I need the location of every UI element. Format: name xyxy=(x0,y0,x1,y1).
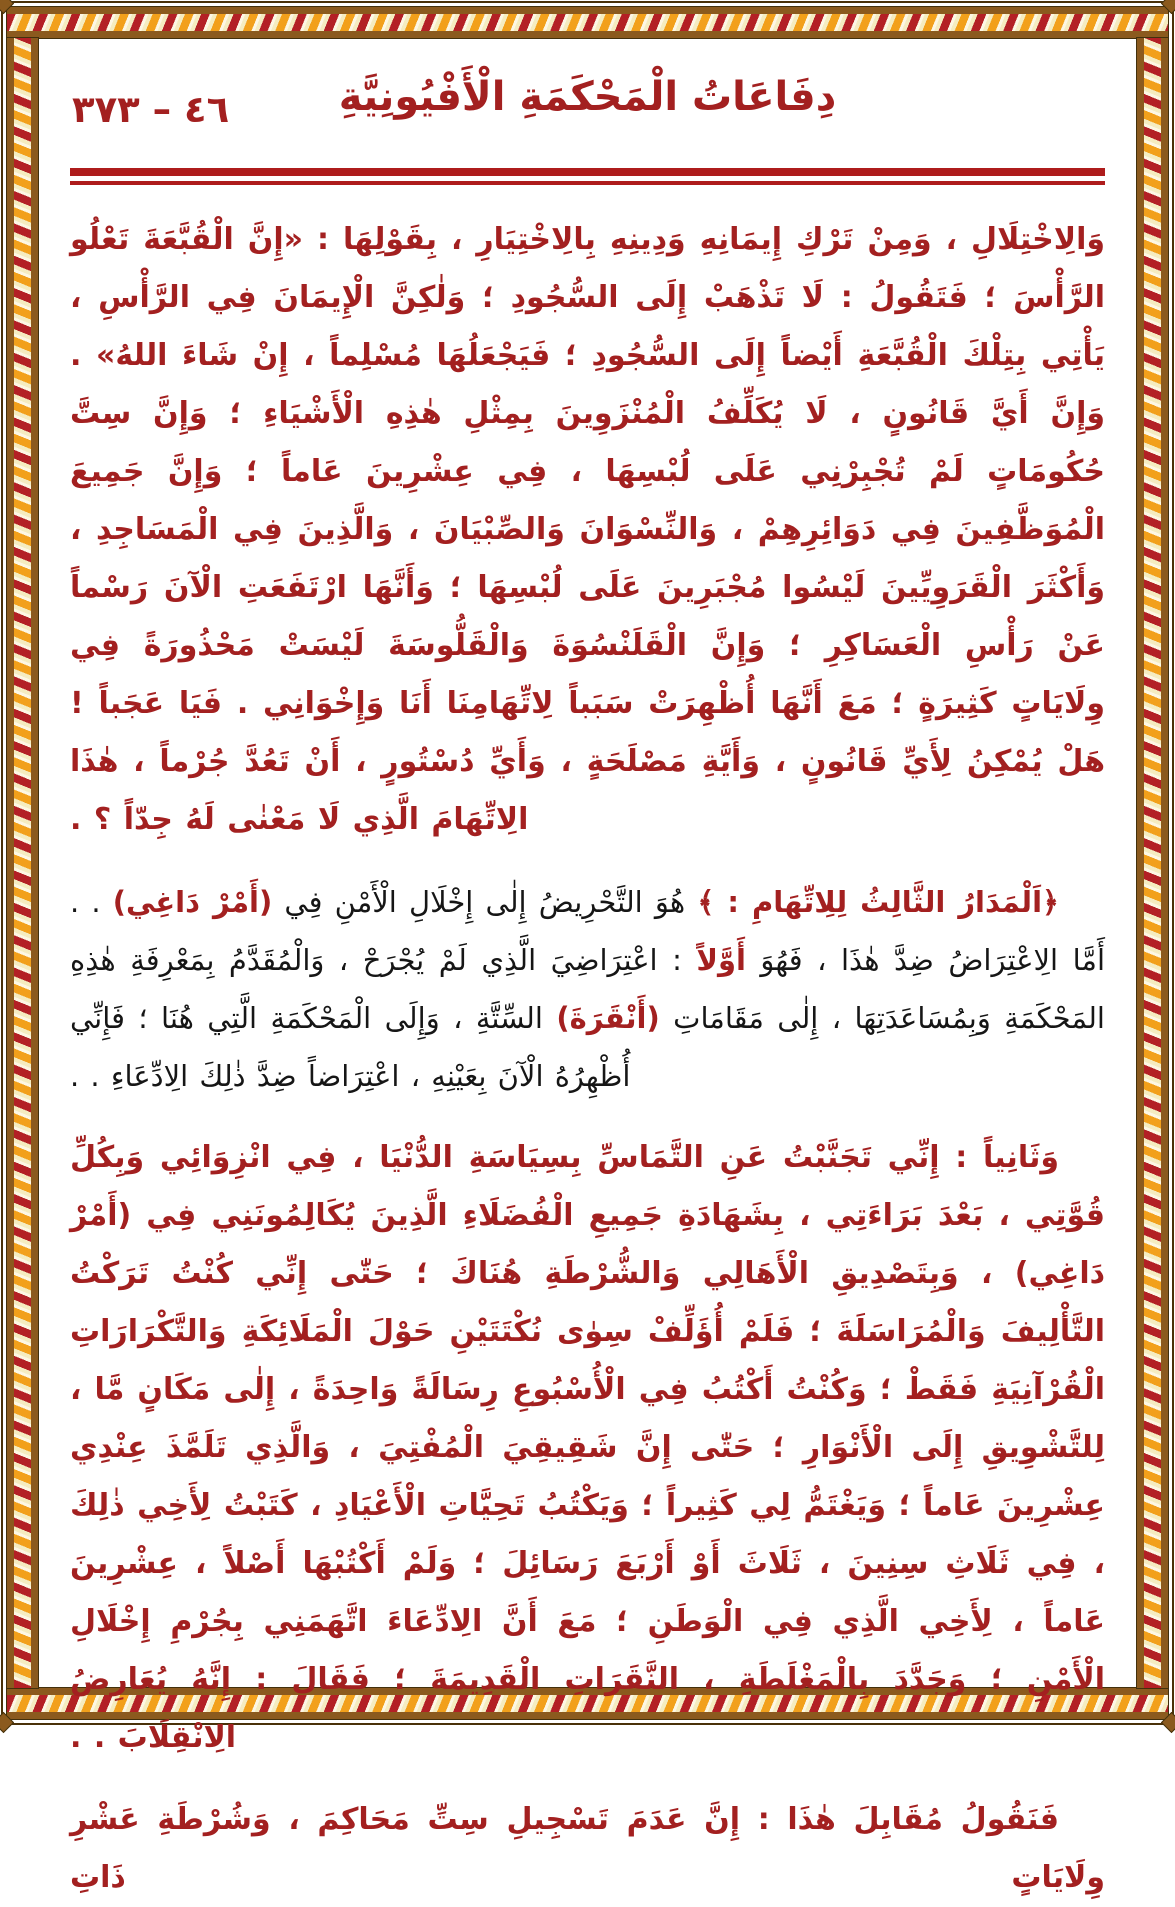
paragraph-secondly: وَثَانِياً : إِنِّي تَجَنَّبْتُ عَنِ التَّمَاسِّ بِسِيَاسَةِ الدُّنْيَا ، فِي انْزِوَائِي وَبِكُلِّ قُوَّتِي ، بَعْدَ بَرَاءَتِي ، بِشَهَادَةِ جَمِيعِ الْفُضَلَاءِ الَّذِينَ يُكَالِمُونَنِي فِي (أَمْرْ دَاغِي) ، وَبِتَصْدِيقِ الْأَهَالِي وَالشُّرْطَةِ هُنَاكَ ؛ حَتّٰى إِنِّي كُنْتُ تَرَكْتُ التَّأْلِيفَ وَالْمُرَاسَلَةَ ؛ فَلَمْ أُؤَلِّفْ سِوٰى نُكْتَتَيْنِ حَوْلَ الْمَلَائِكَةِ وَالتَّكْرَارَاتِ الْقُرْآنِيَةِ فَقَطْ ؛ وَكُنْتُ أَكْتُبُ فِي الْأُسْبُوعِ رِسَالَةً وَاحِدَةً ، إِلٰى مَكَانٍ مَّا ، لِلتَّشْوِيقِ إِلَى الْأَنْوَارِ ؛ حَتّٰى إِنَّ شَقِيقِيَ الْمُفْتِيَ ، وَالَّذِي تَلَمَّذَ عِنْدِي عِشْرِينَ عَاماً ؛ وَيَغْتَمُّ لِي كَثِيراً ؛ وَيَكْتُبُ تَحِيَّاتِ الْأَعْيَادِ ، كَتَبْتُ لِأَخِي ذٰلِكَ ، فِي ثَلَاثِ سِنِينَ ، ثَلَاثَ أَوْ أَرْبَعَ رَسَائِلَ ؛ وَلَمْ أَكْتُبْهَا أَصْلاً ، عِشْرِينَ عَاماً ، لِأَخِي الَّذِي فِي الْوَطَنِ ؛ مَعَ أَنَّ الِادِّعَاءَ اتَّهَمَنِي بِجُرْمِ إِخْلَالِ الْأَمْنِ ؛ وَجَدَّدَ بِالْمَغْلَطَةِ ، النَّقَرَاتِ الْقَدِيمَةَ ؛ فَقَالَ : إِنَّهُ يُعَارِضُ الِانْقِلَابَ . . xyxy=(70,1140,1105,1755)
paragraph-continuation: وَالِاخْتِلَالِ ، وَمِنْ تَرْكِ إِيمَانِهِ وَدِينِهِ بِالِاخْتِيَارِ ، بِقَوْلِهَا : «إِنَّ الْقُبَّعَةَ تَعْلُو الرَّأْسَ ؛ فَتَقُولُ : لَا تَذْهَبْ إِلَى السُّجُودِ ؛ وَلٰكِنَّ الْإِيمَانَ فِي الرَّأْسِ ، يَأْتِي بِتِلْكَ الْقُبَّعَةِ أَيْضاً إِلَى السُّجُودِ ؛ فَيَجْعَلُهَا مُسْلِماً ، إِنْ شَاءَ اللهُ» . وَإِنَّ أَيَّ قَانُونٍ ، لَا يُكَلِّفُ الْمُنْزَوِينَ بِمِثْلِ هٰذِهِ الْأَشْيَاءِ ؛ وَإِنَّ سِتَّ حُكُومَاتٍ لَمْ تُجْبِرْنِي عَلَى لُبْسِهَا ، فِي عِشْرِينَ عَاماً ؛ وَإِنَّ جَمِيعَ الْمُوَظَّفِينَ فِي دَوَائِرِهِمْ ، وَالنِّسْوَانَ وَالصِّبْيَانَ ، وَالَّذِينَ فِي الْمَسَاجِدِ ، وَأَكْثَرَ الْقَرَوِيِّينَ لَيْسُوا مُجْبَرِينَ عَلَى لُبْسِهَا ؛ وَأَنَّهَا ارْتَفَعَتِ الْآنَ رَسْماً عَنْ رَأْسِ الْعَسَاكِرِ ؛ وَإِنَّ الْقَلَنْسُوَةَ وَالْقَلُّوسَةَ لَيْسَتْ مَحْذُورَةً فِي وِلَايَاتٍ كَثِيرَةٍ ؛ مَعَ أَنَّهَا أُظْهِرَتْ سَبَباً لِاتِّهَامِنَا أَنَا وَإِخْوَانِي . فَيَا عَجَباً ! هَلْ يُمْكِنُ لِأَيِّ قَانُونٍ ، وَأَيَّةِ مَصْلَحَةٍ ، وَأَيِّ دُسْتُورٍ ، أَنْ تَعُدَّ جُرْماً ، هٰذَا الِاتِّهَامَ الَّذِي لَا مَعْنٰى لَهُ جِدّاً ؟ . xyxy=(70,222,1105,837)
page-header xyxy=(70,74,1105,152)
black-text-segment: السِّتَّةِ ، وَإِلَى الْمَحْكَمَةِ الَّتِي هُنَا ؛ فَإِنِّي أُظْهِرُهُ الْآنَ بِعَيْنِهِ ، اعْتِرَاضاً ضِدَّ ذٰلِكَ الِادِّعَاءِ . . xyxy=(70,1001,631,1093)
firstly-highlight: أَوَّلاً xyxy=(696,943,746,977)
frame-ornament-top xyxy=(7,7,1168,38)
black-text-segment: . . أَمَّا الِاعْتِرَاضُ ضِدَّ هٰذَا ، فَهُوَ xyxy=(70,885,1105,977)
emirdag-highlight: (أَمْرْ دَاغِي) xyxy=(112,885,273,919)
black-text-segment: هُوَ التَّحْرِيضُ إِلٰى إِخْلَالِ الْأَمْنِ فِي xyxy=(272,885,698,919)
page-content xyxy=(70,74,1105,1907)
black-text-segment: : اعْتِرَاضِيَ الَّذِي لَمْ يُجْرَحْ ، وَالْمُقَدَّمُ بِمَعْرِفَةِ هٰذِهِ المَحْكَمَةِ وَبِمُسَاعَدَتِهَا ، إِلٰى مَقَامَاتِ xyxy=(70,943,1105,1035)
page-title: دِفَاعَاتُ الْمَحْكَمَةِ الْأَفْيُونِيَّةِ xyxy=(338,74,837,120)
paragraph-reply-start: فَنَقُولُ مُقَابِلَ هٰذَا : إِنَّ عَدَمَ تَسْجِيلِ سِتِّ مَحَاكِمَ ، وَشُرْطَةِ عَشْرِ وِلَايَاتٍ ذَاتِ xyxy=(70,1802,1105,1895)
frame-ornament-right xyxy=(1137,38,1168,1688)
ankara-highlight: (أَنْقَرَةَ) xyxy=(556,1001,660,1035)
paragraph-third-basis xyxy=(70,873,1105,1105)
section-heading: ﴿اَلْمَدَارُ الثَّالِثُ لِلِاتِّهَامِ : ﴾ xyxy=(697,885,1060,919)
page-number: ٤٦ – ٣٧٣ xyxy=(72,88,230,131)
frame-ornament-left xyxy=(7,38,38,1688)
body-text xyxy=(70,211,1105,1907)
header-divider-rule xyxy=(70,168,1105,185)
